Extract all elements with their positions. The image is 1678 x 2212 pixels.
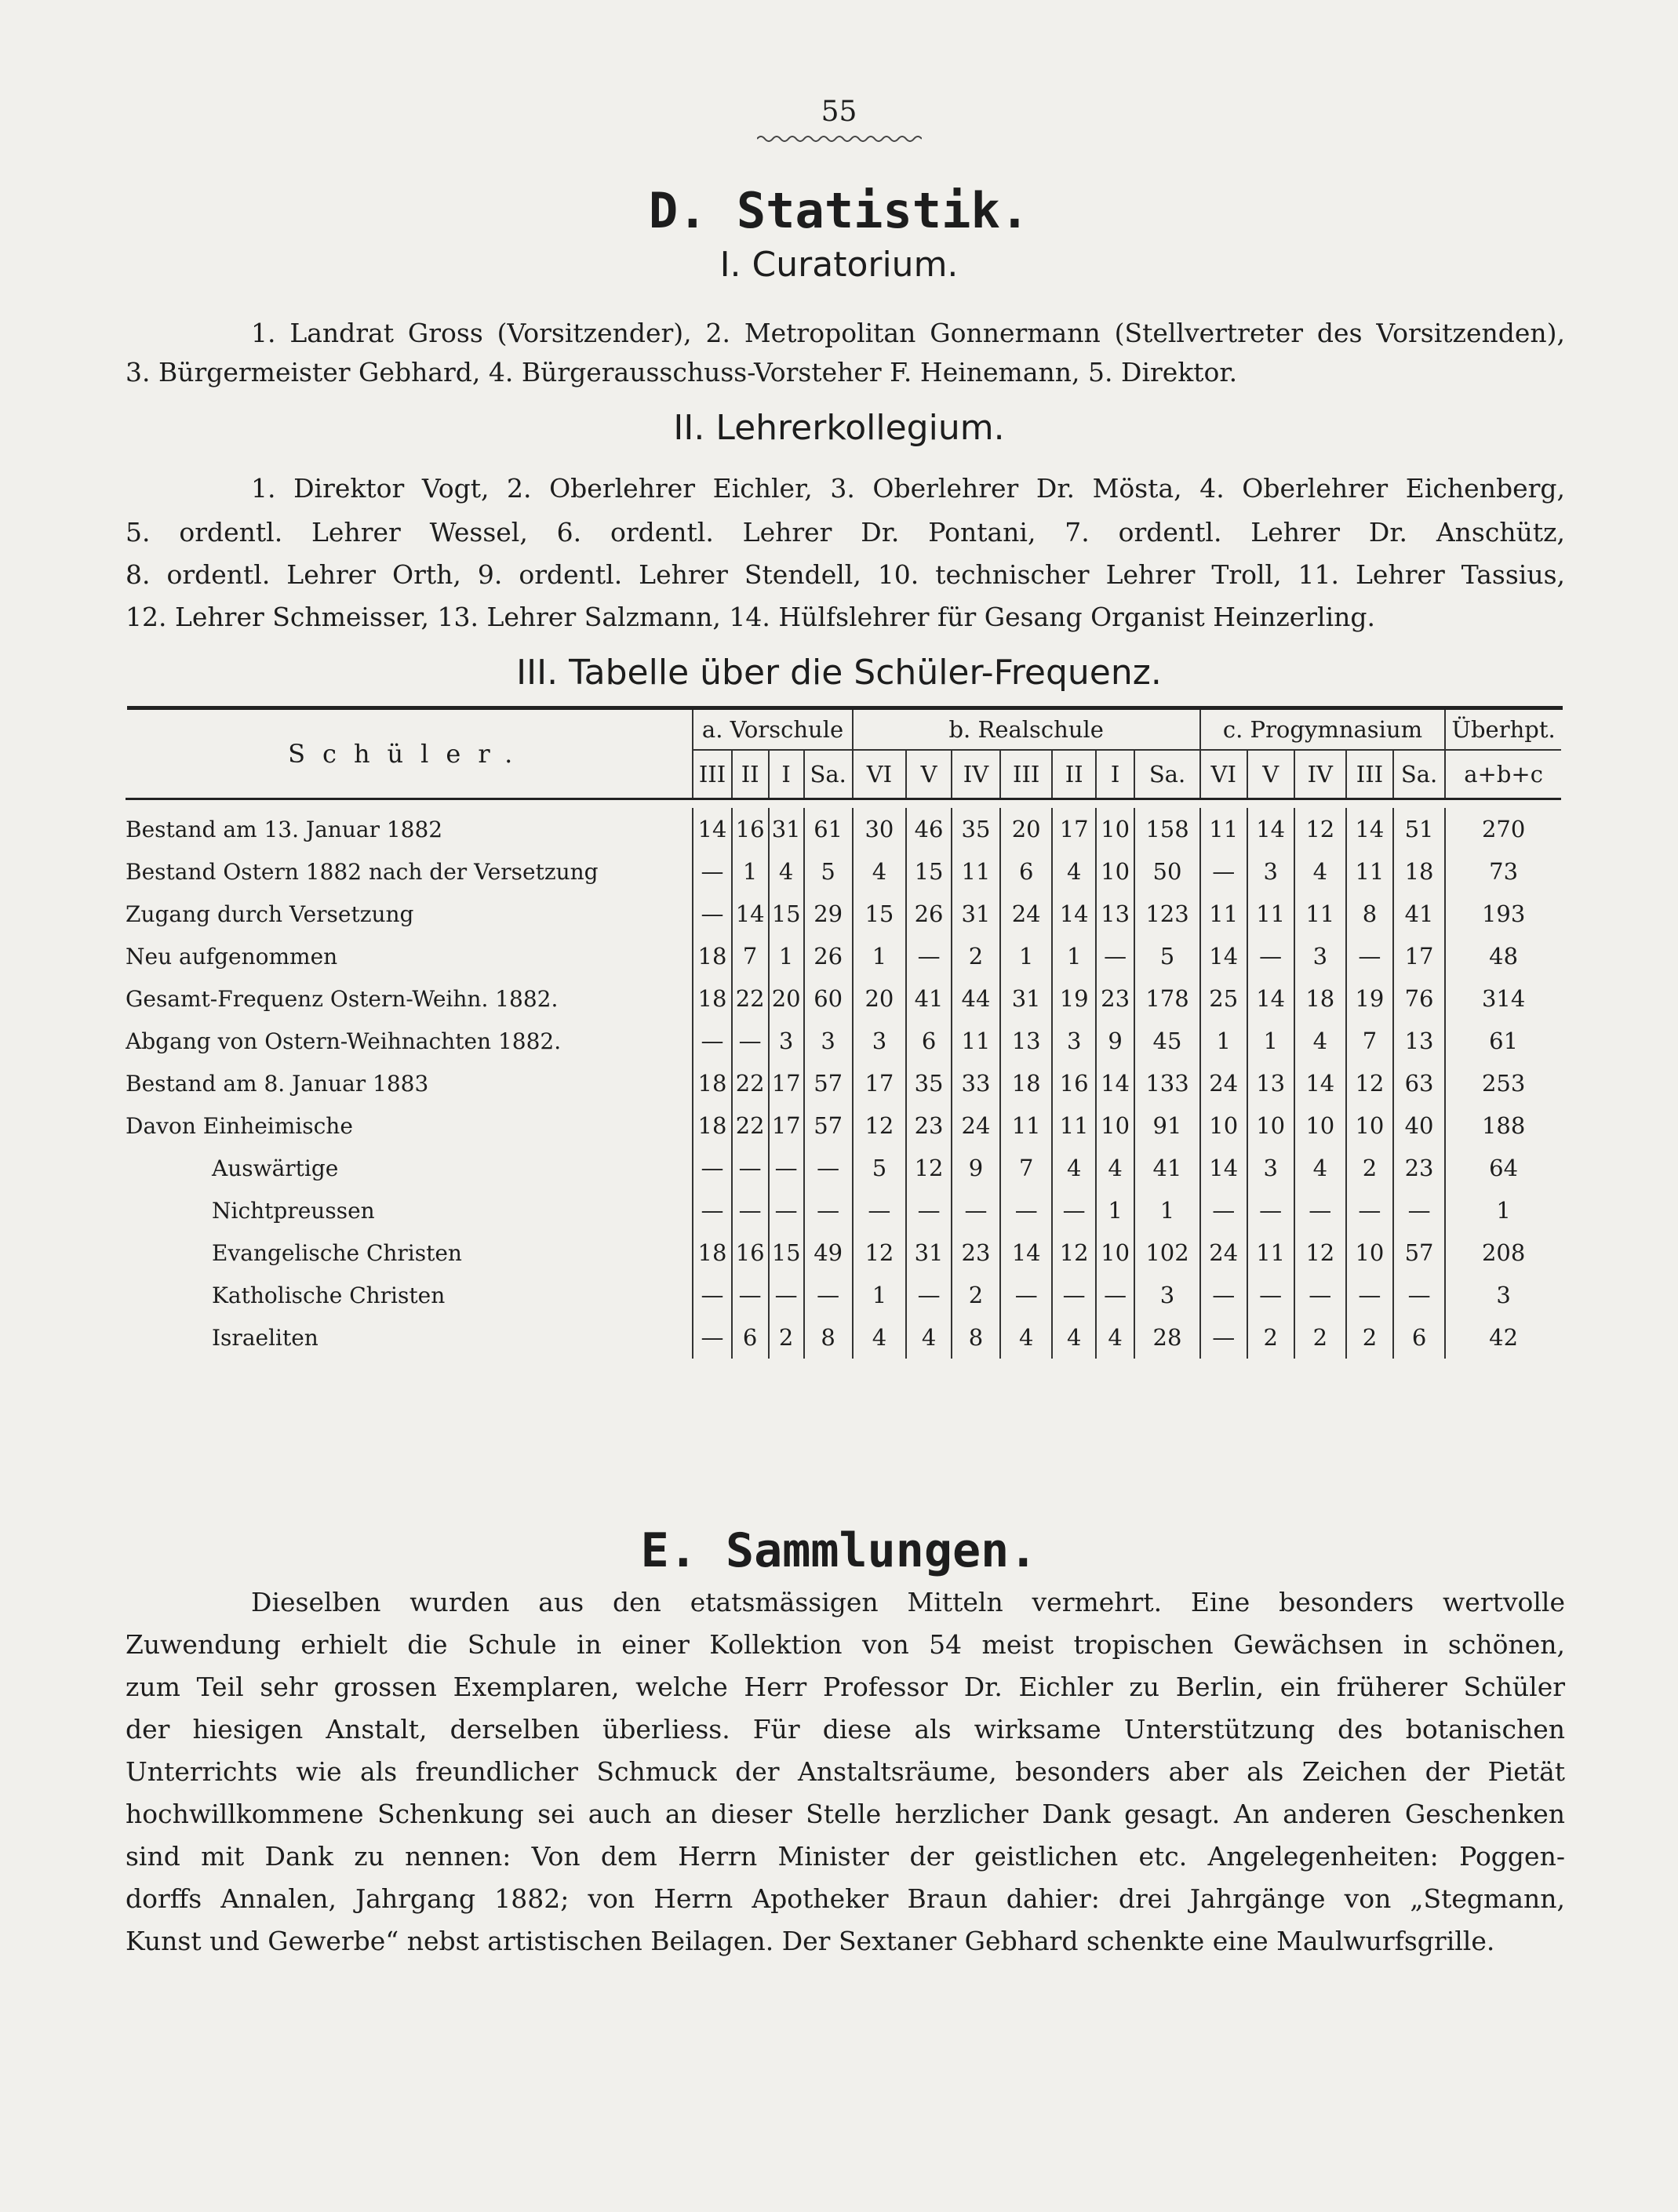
- table-cell: 18: [1294, 977, 1346, 1020]
- sammlungen-line-9: Kunst und Gewerbe“ nebst artistischen Beilagen. Der Sextaner Gebhard schenkte eine Maulwurfsgrille.: [126, 1926, 1495, 1956]
- table-cell: —: [693, 893, 731, 935]
- table-cell: —: [1200, 1274, 1247, 1316]
- kollegium-line-2: 5. ordentl. Lehrer Wessel, 6. ordentl. Lehrer Dr. Pontani, 7. ordentl. Lehrer Dr. Anschütz,: [126, 517, 1565, 548]
- table-cell: —: [732, 1020, 769, 1062]
- row-label: Zugang durch Versetzung: [126, 893, 693, 935]
- table-cell: 3: [1445, 1274, 1561, 1316]
- table-cell: 30: [853, 808, 906, 850]
- frequenz-heading: III. Tabelle über die Schüler-Frequenz.: [516, 653, 1162, 693]
- table-cell: —: [1247, 935, 1294, 977]
- table-row: [126, 1104, 1561, 1147]
- row-label: Evangelische Christen: [126, 1232, 693, 1274]
- table-cell: 61: [1445, 1020, 1561, 1062]
- table-cell: —: [769, 1189, 804, 1232]
- table-cell: 3: [1247, 850, 1294, 893]
- sammlungen-line-4: der hiesigen Anstalt, derselben überliess. Für diese als wirksame Unterstützung des botanischen: [126, 1714, 1565, 1744]
- table-cell: 12: [853, 1104, 906, 1147]
- table-cell: 13: [1247, 1062, 1294, 1104]
- column-header: III: [693, 750, 731, 799]
- table-cell: 7: [1346, 1020, 1393, 1062]
- table-cell: 17: [769, 1104, 804, 1147]
- group-ueberhaupt: Überhpt.: [1451, 716, 1556, 743]
- table-cell: 6: [1393, 1316, 1445, 1359]
- table-cell: 1: [1000, 935, 1052, 977]
- table-cell: —: [952, 1189, 1000, 1232]
- table-cell: 12: [853, 1232, 906, 1274]
- table-row: [126, 850, 1561, 893]
- table-cell: 3: [1134, 1274, 1200, 1316]
- table-row: [126, 977, 1561, 1020]
- column-header: IV: [952, 750, 1000, 799]
- table-cell: 17: [769, 1062, 804, 1104]
- row-label: Neu aufgenommen: [126, 935, 693, 977]
- table-cell: 41: [1393, 893, 1445, 935]
- table-cell: 12: [1052, 1232, 1096, 1274]
- table-cell: 19: [1346, 977, 1393, 1020]
- table-cell: 3: [1294, 935, 1346, 977]
- table-cell: —: [804, 1189, 853, 1232]
- table-cell: 16: [732, 1232, 769, 1274]
- table-row: [126, 893, 1561, 935]
- table-cell: 20: [769, 977, 804, 1020]
- table-cell: 253: [1445, 1062, 1561, 1104]
- column-header: III: [1000, 750, 1052, 799]
- table-cell: 15: [853, 893, 906, 935]
- table-cell: 50: [1134, 850, 1200, 893]
- table-cell: 23: [952, 1232, 1000, 1274]
- table-cell: 12: [906, 1147, 952, 1189]
- table-cell: 49: [804, 1232, 853, 1274]
- group-progymnasium: c. Progymnasium: [1200, 710, 1445, 750]
- table-cell: —: [1247, 1274, 1294, 1316]
- table-cell: 48: [1445, 935, 1561, 977]
- table-cell: 14: [1096, 1062, 1134, 1104]
- table-cell: 18: [693, 1104, 731, 1147]
- page-number: 55: [821, 96, 857, 128]
- table-cell: —: [693, 1274, 731, 1316]
- table-cell: 76: [1393, 977, 1445, 1020]
- table-cell: —: [693, 1189, 731, 1232]
- table-cell: 24: [1200, 1062, 1247, 1104]
- sammlungen-line-8: dorffs Annalen, Jahrgang 1882; von Herrn Apotheker Braun dahier: drei Jahrgänge von „Stegmann,: [126, 1883, 1565, 1914]
- section-e-title: E. Sammlungen.: [640, 1523, 1038, 1578]
- table-row: [126, 1316, 1561, 1359]
- table-cell: 2: [952, 1274, 1000, 1316]
- table-cell: —: [1346, 935, 1393, 977]
- table-cell: 57: [1393, 1232, 1445, 1274]
- row-label: Nichtpreussen: [126, 1189, 693, 1232]
- column-header: II: [732, 750, 769, 799]
- table-cell: 22: [732, 977, 769, 1020]
- column-header: V: [1247, 750, 1294, 799]
- table-cell: 19: [1052, 977, 1096, 1020]
- table-cell: —: [1200, 850, 1247, 893]
- table-cell: 4: [769, 850, 804, 893]
- table-row: [126, 935, 1561, 977]
- table-cell: —: [693, 1020, 731, 1062]
- table-cell: 11: [1346, 850, 1393, 893]
- table-cell: 2: [1346, 1316, 1393, 1359]
- row-label: Auswärtige: [126, 1147, 693, 1189]
- column-header: VI: [1200, 750, 1247, 799]
- table-cell: 41: [1134, 1147, 1200, 1189]
- table-cell: —: [804, 1147, 853, 1189]
- table-cell: —: [1294, 1189, 1346, 1232]
- table-cell: 6: [906, 1020, 952, 1062]
- table-cell: 18: [693, 1232, 731, 1274]
- table-cell: 4: [1096, 1316, 1134, 1359]
- table-cell: 10: [1096, 808, 1134, 850]
- table-cell: 2: [1294, 1316, 1346, 1359]
- column-header: Sa.: [1134, 750, 1200, 799]
- row-label: Abgang von Ostern-Weihnachten 1882.: [126, 1020, 693, 1062]
- curatorium-line-2: 3. Bürgermeister Gebhard, 4. Bürgerausschuss-Vorsteher F. Heinemann, 5. Direktor.: [126, 357, 1238, 387]
- table-cell: 22: [732, 1104, 769, 1147]
- table-cell: 12: [1294, 1232, 1346, 1274]
- table-cell: 11: [1294, 893, 1346, 935]
- table-cell: —: [1096, 1274, 1134, 1316]
- table-cell: 270: [1445, 808, 1561, 850]
- table-cell: 29: [804, 893, 853, 935]
- table-cell: 18: [693, 1062, 731, 1104]
- table-cell: —: [1000, 1274, 1052, 1316]
- table-cell: 5: [1134, 935, 1200, 977]
- row-label: Gesamt-Frequenz Ostern-Weihn. 1882.: [126, 977, 693, 1020]
- table-cell: —: [804, 1274, 853, 1316]
- table-cell: 4: [1052, 1147, 1096, 1189]
- table-cell: 11: [1052, 1104, 1096, 1147]
- table-cell: 193: [1445, 893, 1561, 935]
- column-header: V: [906, 750, 952, 799]
- table-cell: 133: [1134, 1062, 1200, 1104]
- table-cell: 23: [1096, 977, 1134, 1020]
- column-header: III: [1346, 750, 1393, 799]
- table-cell: 10: [1346, 1104, 1393, 1147]
- table-row: [126, 1020, 1561, 1062]
- table-cell: 64: [1445, 1147, 1561, 1189]
- table-cell: 14: [1346, 808, 1393, 850]
- table-cell: 13: [1096, 893, 1134, 935]
- table-cell: 17: [1052, 808, 1096, 850]
- table-cell: 1: [1445, 1189, 1561, 1232]
- table-cell: 2: [1247, 1316, 1294, 1359]
- table-cell: 4: [1052, 850, 1096, 893]
- group-realschule: b. Realschule: [853, 710, 1200, 750]
- table-cell: 18: [693, 935, 731, 977]
- table-cell: 24: [1000, 893, 1052, 935]
- column-header: Sa.: [804, 750, 853, 799]
- table-cell: 4: [1294, 850, 1346, 893]
- table-cell: 20: [853, 977, 906, 1020]
- table-cell: 188: [1445, 1104, 1561, 1147]
- table-cell: 26: [906, 893, 952, 935]
- table-row: [126, 1189, 1561, 1232]
- table-cell: 42: [1445, 1316, 1561, 1359]
- table-cell: 41: [906, 977, 952, 1020]
- table-cell: 4: [1294, 1147, 1346, 1189]
- table-cell: 12: [1346, 1062, 1393, 1104]
- table-cell: 4: [1052, 1316, 1096, 1359]
- table-cell: 4: [853, 1316, 906, 1359]
- column-header: II: [1052, 750, 1096, 799]
- table-cell: 10: [1247, 1104, 1294, 1147]
- table-cell: 57: [804, 1104, 853, 1147]
- table-cell: 61: [804, 808, 853, 850]
- table-cell: —: [906, 1189, 952, 1232]
- table-cell: 16: [732, 808, 769, 850]
- row-label: Bestand Ostern 1882 nach der Versetzung: [126, 850, 693, 893]
- table-cell: 63: [1393, 1062, 1445, 1104]
- row-label: Israeliten: [126, 1316, 693, 1359]
- table-cell: —: [1096, 935, 1134, 977]
- table-cell: 3: [1247, 1147, 1294, 1189]
- table-cell: —: [769, 1147, 804, 1189]
- table-cell: 1: [1096, 1189, 1134, 1232]
- kollegium-line-1: 1. Direktor Vogt, 2. Oberlehrer Eichler, 3. Oberlehrer Dr. Mösta, 4. Oberlehrer Eichenberg,: [251, 473, 1565, 504]
- table-cell: 11: [1200, 893, 1247, 935]
- table-cell: —: [1247, 1189, 1294, 1232]
- table-cell: 31: [1000, 977, 1052, 1020]
- table-cell: —: [1294, 1274, 1346, 1316]
- table-cell: 1: [1247, 1020, 1294, 1062]
- table-cell: 45: [1134, 1020, 1200, 1062]
- table-cell: 3: [853, 1020, 906, 1062]
- table-cell: 8: [1346, 893, 1393, 935]
- table-cell: —: [853, 1189, 906, 1232]
- table-cell: 4: [853, 850, 906, 893]
- table-cell: 25: [1200, 977, 1247, 1020]
- table-cell: 1: [1200, 1020, 1247, 1062]
- table-cell: 14: [693, 808, 731, 850]
- table-cell: 10: [1096, 1104, 1134, 1147]
- table-cell: 28: [1134, 1316, 1200, 1359]
- sammlungen-line-5: Unterrichts wie als freundlicher Schmuck der Anstaltsräume, besonders aber als Zeichen der Pietät: [126, 1756, 1565, 1787]
- table-cell: 15: [769, 893, 804, 935]
- column-header: a+b+c: [1445, 750, 1561, 799]
- table-cell: 2: [1346, 1147, 1393, 1189]
- table-cell: 178: [1134, 977, 1200, 1020]
- lehrerkollegium-heading: II. Lehrerkollegium.: [673, 408, 1005, 448]
- table-cell: 13: [1000, 1020, 1052, 1062]
- table-cell: 2: [952, 935, 1000, 977]
- column-header: VI: [853, 750, 906, 799]
- table-cell: 8: [952, 1316, 1000, 1359]
- table-cell: 9: [1096, 1020, 1134, 1062]
- table-cell: 20: [1000, 808, 1052, 850]
- table-cell: 1: [769, 935, 804, 977]
- row-label: Bestand am 13. Januar 1882: [126, 808, 693, 850]
- group-vorschule: a. Vorschule: [693, 710, 852, 750]
- table-cell: 6: [1000, 850, 1052, 893]
- table-cell: 26: [804, 935, 853, 977]
- table-cell: 3: [804, 1020, 853, 1062]
- table-cell: 18: [1000, 1062, 1052, 1104]
- table-cell: —: [1200, 1316, 1247, 1359]
- table-cell: 15: [769, 1232, 804, 1274]
- table-cell: 35: [906, 1062, 952, 1104]
- table-cell: 60: [804, 977, 853, 1020]
- table-cell: 24: [952, 1104, 1000, 1147]
- table-cell: 3: [769, 1020, 804, 1062]
- table-cell: 1: [853, 1274, 906, 1316]
- table-cell: 11: [952, 850, 1000, 893]
- section-d-title: D. Statistik.: [648, 182, 1030, 239]
- table-cell: —: [769, 1274, 804, 1316]
- table-cell: 14: [1200, 1147, 1247, 1189]
- table-cell: 5: [853, 1147, 906, 1189]
- table-cell: 14: [1247, 808, 1294, 850]
- table-cell: 14: [1000, 1232, 1052, 1274]
- table-cell: —: [1346, 1189, 1393, 1232]
- curatorium-heading: I. Curatorium.: [719, 245, 959, 285]
- table-cell: 6: [732, 1316, 769, 1359]
- sammlungen-line-7: sind mit Dank zu nennen: Von dem Herrn Minister der geistlichen etc. Angelegenheiten: Poggen-: [126, 1841, 1565, 1872]
- table-cell: 14: [1052, 893, 1096, 935]
- table-cell: 46: [906, 808, 952, 850]
- table-cell: 11: [1200, 808, 1247, 850]
- table-cell: 1: [853, 935, 906, 977]
- row-label: Bestand am 8. Januar 1883: [126, 1062, 693, 1104]
- table-cell: —: [1000, 1189, 1052, 1232]
- table-row: [126, 1274, 1561, 1316]
- table-cell: 1: [732, 850, 769, 893]
- table-cell: 10: [1096, 1232, 1134, 1274]
- table-cell: —: [693, 1316, 731, 1359]
- table-cell: —: [732, 1189, 769, 1232]
- row-label: Katholische Christen: [126, 1274, 693, 1316]
- table-cell: —: [732, 1274, 769, 1316]
- column-header: Sa.: [1393, 750, 1445, 799]
- table-cell: —: [732, 1147, 769, 1189]
- table-cell: 16: [1052, 1062, 1096, 1104]
- sammlungen-line-3: zum Teil sehr grossen Exemplaren, welche Herr Professor Dr. Eichler zu Berlin, ein früherer Schüler: [126, 1672, 1565, 1702]
- table-cell: 10: [1200, 1104, 1247, 1147]
- table-cell: 40: [1393, 1104, 1445, 1147]
- table-cell: 31: [906, 1232, 952, 1274]
- table-cell: 51: [1393, 808, 1445, 850]
- table-cell: 314: [1445, 977, 1561, 1020]
- table-cell: 4: [1000, 1316, 1052, 1359]
- table-cell: 73: [1445, 850, 1561, 893]
- table-cell: 18: [1393, 850, 1445, 893]
- table-cell: 9: [952, 1147, 1000, 1189]
- table-cell: —: [1393, 1274, 1445, 1316]
- table-cell: 11: [1247, 893, 1294, 935]
- table-cell: 208: [1445, 1232, 1561, 1274]
- table-row: [126, 1147, 1561, 1189]
- table-cell: 10: [1294, 1104, 1346, 1147]
- frequenz-table: [126, 710, 1561, 1359]
- table-cell: 102: [1134, 1232, 1200, 1274]
- table-cell: —: [906, 1274, 952, 1316]
- table-cell: 12: [1294, 808, 1346, 850]
- table-cell: 91: [1134, 1104, 1200, 1147]
- sammlungen-line-2: Zuwendung erhielt die Schule in einer Kollektion von 54 meist tropischen Gewächsen in schönen,: [126, 1629, 1565, 1660]
- table-cell: 31: [952, 893, 1000, 935]
- table-cell: 4: [1294, 1020, 1346, 1062]
- table-cell: —: [1052, 1189, 1096, 1232]
- table-cell: 10: [1096, 850, 1134, 893]
- table-cell: 14: [1200, 935, 1247, 977]
- row-label: Davon Einheimische: [126, 1104, 693, 1147]
- table-cell: 23: [1393, 1147, 1445, 1189]
- table-cell: 123: [1134, 893, 1200, 935]
- table-cell: 35: [952, 808, 1000, 850]
- table-cell: 5: [804, 850, 853, 893]
- table-cell: 10: [1346, 1232, 1393, 1274]
- table-cell: 15: [906, 850, 952, 893]
- table-cell: 7: [1000, 1147, 1052, 1189]
- table-cell: 23: [906, 1104, 952, 1147]
- table-cell: 1: [1052, 935, 1096, 977]
- table-row: [126, 1062, 1561, 1104]
- table-cell: —: [1393, 1189, 1445, 1232]
- table-cell: 33: [952, 1062, 1000, 1104]
- table-row: [126, 808, 1561, 850]
- row-header: Schüler.: [126, 710, 693, 799]
- table-cell: 31: [769, 808, 804, 850]
- kollegium-line-3: 8. ordentl. Lehrer Orth, 9. ordentl. Lehrer Stendell, 10. technischer Lehrer Troll, 11. Lehrer Tassius,: [126, 559, 1565, 590]
- sammlungen-line-6: hochwillkommene Schenkung sei auch an dieser Stelle herzlicher Dank gesagt. An anderen Geschenken: [126, 1799, 1565, 1829]
- table-cell: 22: [732, 1062, 769, 1104]
- table-cell: —: [1052, 1274, 1096, 1316]
- table-cell: 11: [1000, 1104, 1052, 1147]
- curatorium-line-1: 1. Landrat Gross (Vorsitzender), 2. Metropolitan Gonnermann (Stellvertreter des Vorsitzenden),: [251, 318, 1565, 348]
- table-cell: 24: [1200, 1232, 1247, 1274]
- table-cell: 18: [693, 977, 731, 1020]
- table-cell: 1: [1134, 1189, 1200, 1232]
- table-cell: 14: [732, 893, 769, 935]
- table-cell: 4: [906, 1316, 952, 1359]
- table-cell: —: [693, 1147, 731, 1189]
- table-cell: —: [693, 850, 731, 893]
- table-cell: 4: [1096, 1147, 1134, 1189]
- table-cell: 2: [769, 1316, 804, 1359]
- decorative-squiggle-rule: [757, 133, 922, 144]
- table-cell: 57: [804, 1062, 853, 1104]
- table-cell: 17: [853, 1062, 906, 1104]
- kollegium-line-4: 12. Lehrer Schmeisser, 13. Lehrer Salzmann, 14. Hülfslehrer für Gesang Organist Heinzerling.: [126, 602, 1376, 632]
- sammlungen-line-1: Dieselben wurden aus den etatsmässigen Mitteln vermehrt. Eine besonders wertvolle: [251, 1587, 1565, 1617]
- table-cell: 13: [1393, 1020, 1445, 1062]
- column-header: I: [1096, 750, 1134, 799]
- table-cell: —: [906, 935, 952, 977]
- table-cell: 8: [804, 1316, 853, 1359]
- table-cell: 44: [952, 977, 1000, 1020]
- table-cell: 11: [952, 1020, 1000, 1062]
- table-cell: 3: [1052, 1020, 1096, 1062]
- column-header: IV: [1294, 750, 1346, 799]
- table-cell: 7: [732, 935, 769, 977]
- table-cell: 17: [1393, 935, 1445, 977]
- table-cell: —: [1346, 1274, 1393, 1316]
- table-cell: 14: [1247, 977, 1294, 1020]
- column-header: I: [769, 750, 804, 799]
- table-row: [126, 1232, 1561, 1274]
- table-cell: 14: [1294, 1062, 1346, 1104]
- table-cell: 11: [1247, 1232, 1294, 1274]
- table-cell: —: [1200, 1189, 1247, 1232]
- table-cell: 158: [1134, 808, 1200, 850]
